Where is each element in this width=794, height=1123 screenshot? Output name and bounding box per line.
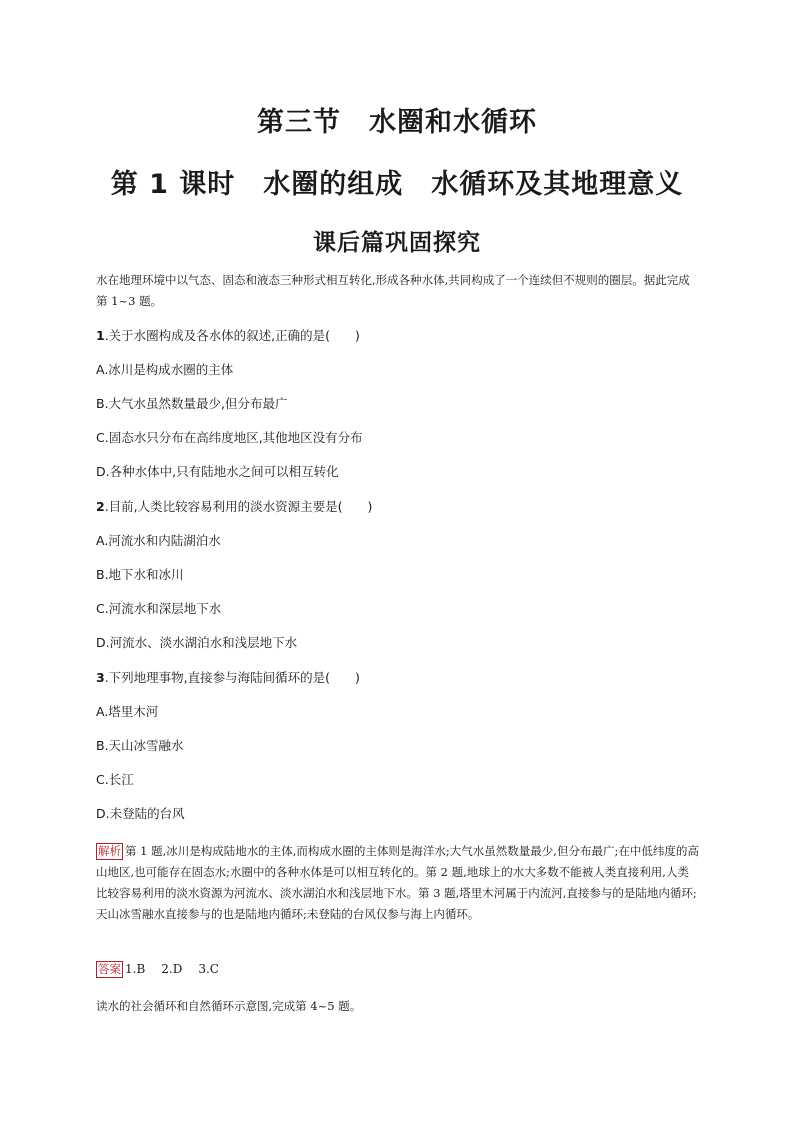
analysis-paragraph	[96, 841, 700, 925]
question-1-option-a: A.冰川是构成水圈的主体	[96, 362, 234, 377]
question-1-stem: 1.关于水圈构成及各水体的叙述,正确的是( )	[96, 328, 360, 343]
answer-2: 2.D	[161, 962, 183, 976]
question-3-option-d: D.未登陆的台风	[96, 806, 185, 821]
next-intro-paragraph: 读水的社会循环和自然循环示意图,完成第 4~5 题。	[96, 999, 362, 1013]
answer-label: 答案	[98, 962, 121, 976]
answer-line	[96, 960, 219, 978]
question-2-stem: 2.目前,人类比较容易利用的淡水资源主要是( )	[96, 499, 373, 514]
question-1-option-d: D.各种水体中,只有陆地水之间可以相互转化	[96, 464, 339, 479]
answer-3: 3.C	[198, 962, 219, 976]
answer-1: 1.B	[125, 962, 146, 976]
question-3-option-b: B.天山冰雪融水	[96, 738, 184, 753]
intro-paragraph: 水在地理环境中以气态、固态和液态三种形式相互转化,形成各种水体,共同构成了一个连续但不规则的圈层。据此完成第 1~3 题。	[96, 273, 690, 308]
question-1-option-b: B.大气水虽然数量最少,但分布最广	[96, 396, 288, 411]
analysis-text: 第 1 题,冰川是构成陆地水的主体,而构成水圈的主体则是海洋水;大气水虽然数量最少,但分布最广;在中低纬度的高山地区,也可能存在固态水;水圈中的各种水体是可以相互转化的。第 2 题,地球上的水大多数不能被人类直接利用,人类比较容易利用的淡水资源为河流水、淡水湖泊水和浅层地下水。第 3 题,塔里木河属于内流河,直接参与的是陆地内循环;天山冰雪融水直接参与的也是陆地内循环;未登陆的台风仅参与海上内循环。	[96, 844, 699, 921]
question-1-option-c: C.固态水只分布在高纬度地区,其他地区没有分布	[96, 430, 363, 445]
lesson-title: 第 1 课时 水圈的组成 水循环及其地理意义	[110, 169, 684, 200]
subtitle: 课后篇巩固探究	[313, 230, 481, 256]
question-2-option-a: A.河流水和内陆湖泊水	[96, 533, 221, 548]
question-3-option-c: C.长江	[96, 772, 134, 787]
question-3-stem: 3.下列地理事物,直接参与海陆间循环的是( )	[96, 670, 360, 685]
question-2-option-d: D.河流水、淡水湖泊水和浅层地下水	[96, 635, 298, 650]
question-2-option-b: B.地下水和冰川	[96, 567, 184, 582]
question-2-option-c: C.河流水和深层地下水	[96, 601, 222, 616]
analysis-label: 解析	[98, 844, 121, 858]
section-title: 第三节 水圈和水循环	[257, 107, 537, 138]
question-3-option-a: A.塔里木河	[96, 704, 159, 719]
